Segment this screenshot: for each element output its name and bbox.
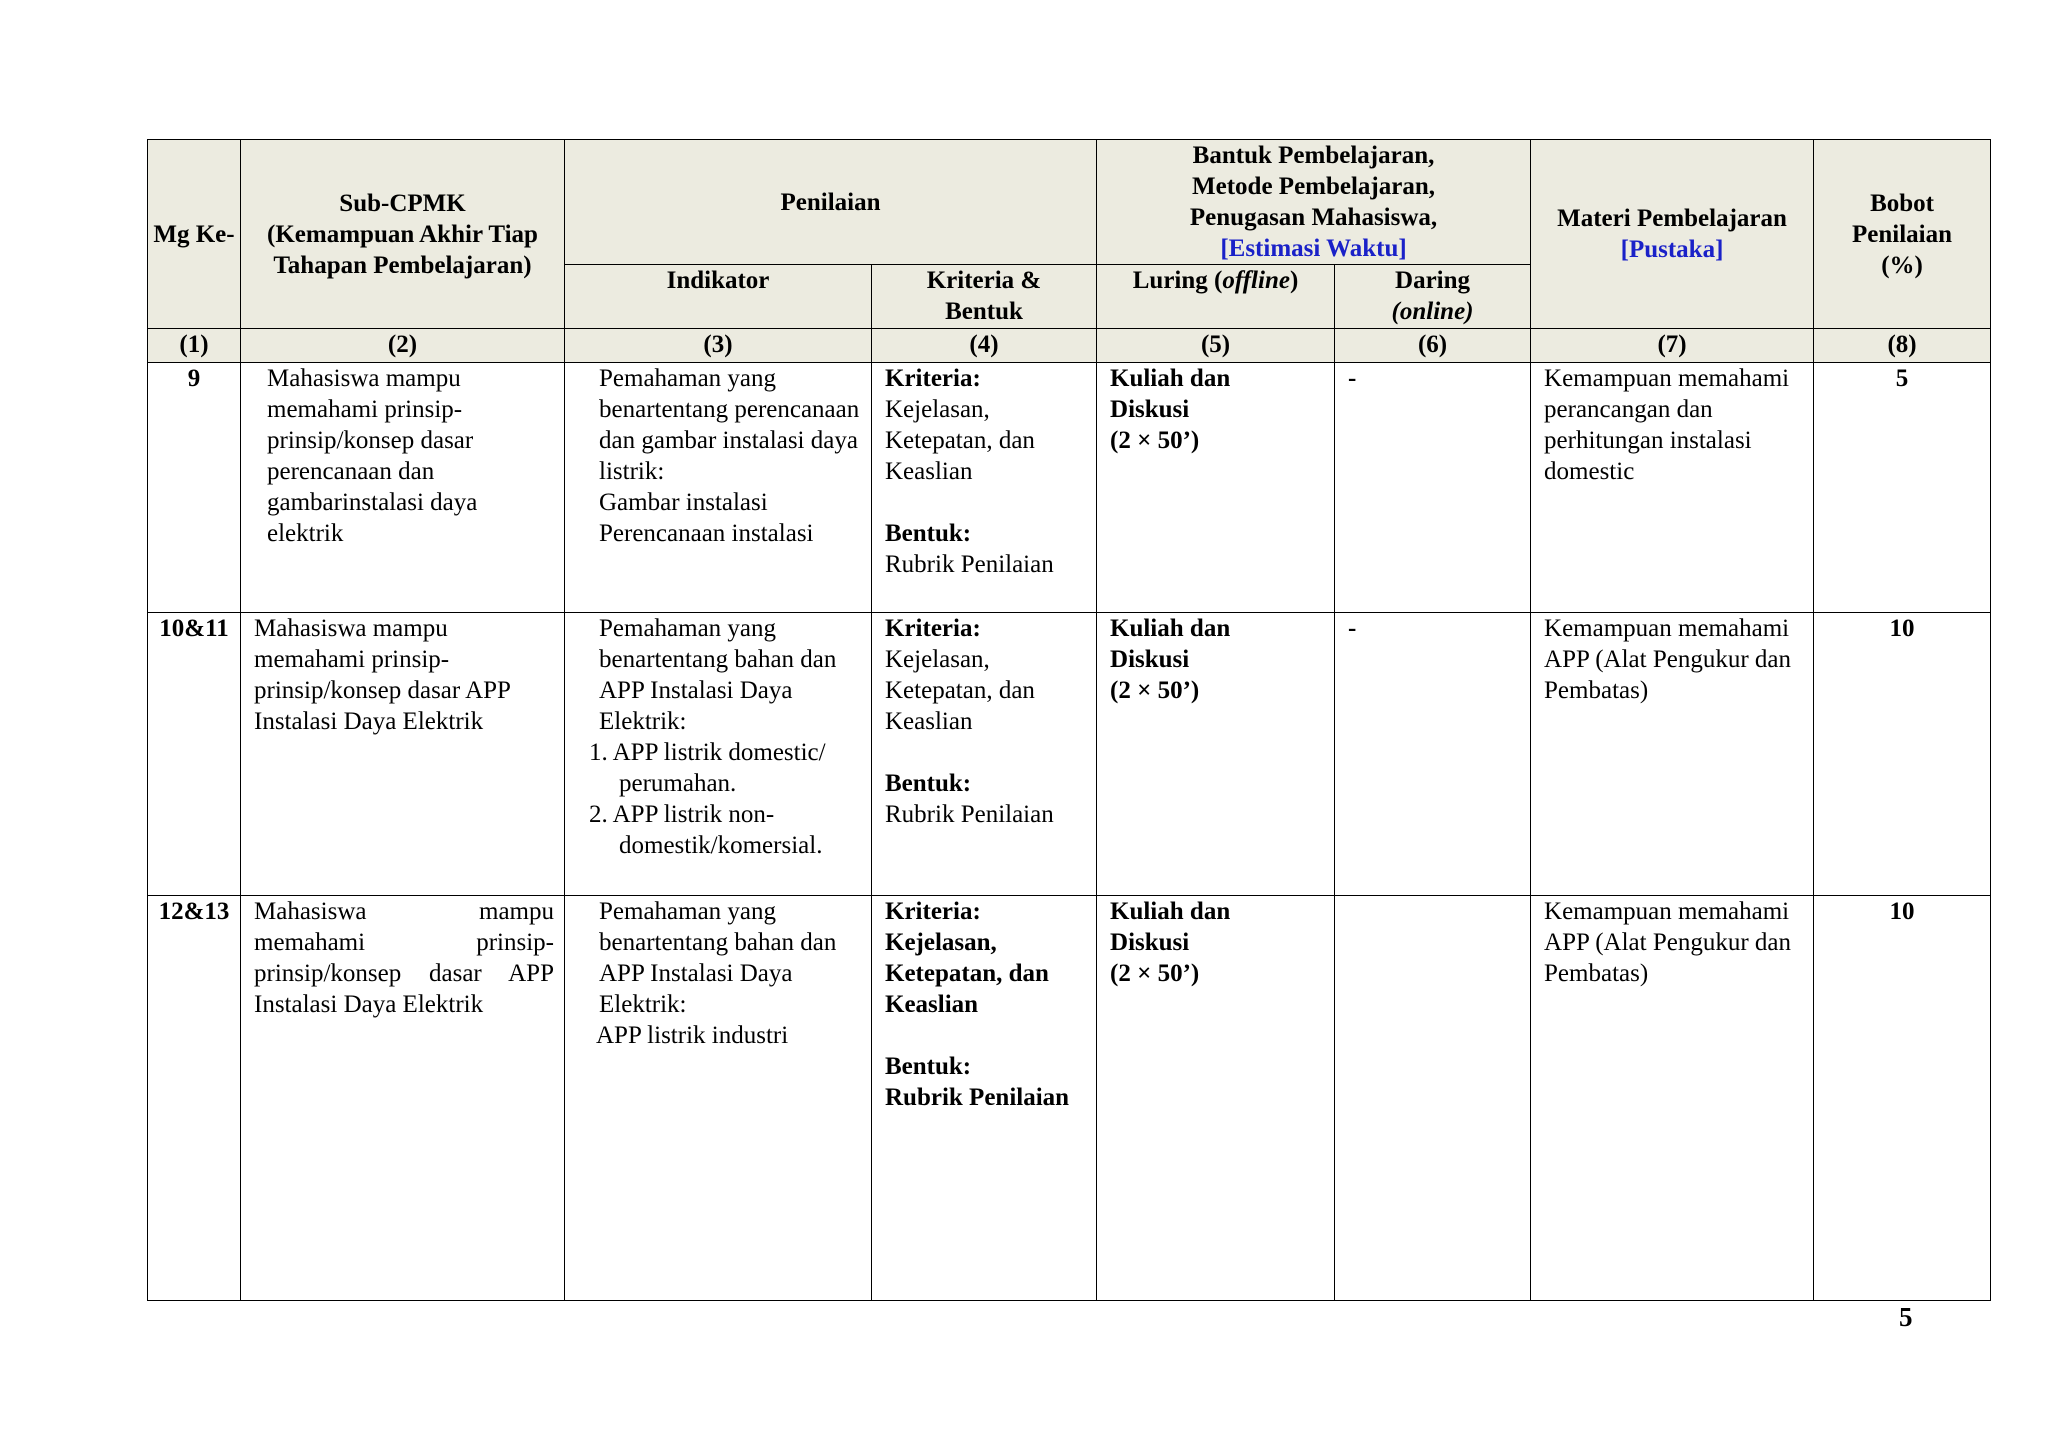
table-row [148,896,1991,1301]
page-number: 5 [1899,1302,1913,1332]
kriteria-label: Kriteria: [885,615,981,642]
bentuk-label: Bentuk: [885,1053,972,1080]
daring-cell [1335,896,1531,1301]
table-row [148,613,1991,896]
header-luring-italic: offline [1222,267,1290,294]
indikator-item: Perencanaan instalasi [599,520,814,547]
luring-cell [1097,896,1335,1301]
header-sub-cpmk [241,140,565,329]
header-daring-label: Daring [1395,267,1471,294]
materi-cell: Kemampuan memahami APP (Alat Pengukur dan Pembatas) [1531,896,1814,1301]
indikator-intro: Pemahaman yang benartentang bahan dan APP Instalasi Daya Elektrik: [599,615,837,735]
header-materi [1531,140,1814,329]
indikator-list-item: 1. APP listrik domestic/ perumahan. [589,739,826,797]
header-daring [1335,265,1531,329]
materi-cell: Kemampuan memahami APP (Alat Pengukur dan Pembatas) [1531,613,1814,896]
header-sub-cpmk-subtitle: (Kemampuan Akhir Tiap Tahapan Pembelajaran) [267,220,538,279]
daring-cell: - [1335,363,1531,613]
header-luring-close: ) [1289,267,1299,294]
header-bantuk [1097,140,1531,265]
luring-text: Kuliah dan Diskusi [1110,615,1231,673]
col-number: (4) [872,329,1097,363]
column-number-row [148,329,1991,363]
indikator-intro: Pemahaman yang benartentang bahan dan APP Instalasi Daya Elektrik: [599,898,837,1018]
luring-time: (2 × 50’) [1110,677,1200,704]
sub-cpmk-cell: Mahasiswa mampu memahami prinsip-prinsip/konsep dasar APP Instalasi Daya Elektrik [241,613,565,896]
header-kriteria-bentuk [872,265,1097,329]
col-number: (7) [1531,329,1814,363]
luring-cell [1097,363,1335,613]
header-bantuk-line1: Bantuk Pembelajaran, [1192,142,1435,169]
indikator-cell [565,363,872,613]
indikator-item: Gambar instalasi [599,489,768,516]
bentuk-text: Rubrik Penilaian [885,801,1054,828]
kriteria-cell [872,363,1097,613]
bentuk-label: Bentuk: [885,520,972,547]
indikator-cell [565,896,872,1301]
header-bantuk-line3: Penugasan Mahasiswa, [1189,204,1438,231]
luring-time: (2 × 50’) [1110,427,1200,454]
indikator-intro: Pemahaman yang benartentang perencanaan dan gambar instalasi daya listrik: [599,365,860,485]
week-cell: 12&13 [148,896,241,1301]
week-cell: 10&11 [148,613,241,896]
luring-text: Kuliah dan Diskusi [1110,898,1231,956]
header-kriteria-bentuk-text: Kriteria & Bentuk [926,267,1042,325]
header-daring-italic: (online) [1391,298,1474,325]
col-number: (3) [565,329,872,363]
header-bobot-text: Bobot Penilaian (%) [1852,189,1953,279]
col-number: (6) [1335,329,1531,363]
bobot-cell: 10 [1814,613,1991,896]
col-number: (5) [1097,329,1335,363]
header-materi-text: Materi Pembelajaran [1557,205,1787,232]
daring-cell: - [1335,613,1531,896]
header-penilaian-text: Penilaian [780,188,881,216]
header-mg-ke-text: Mg Ke- [153,220,235,248]
kriteria-text: Kejelasan, Ketepatan, dan Keaslian [885,929,1049,1018]
materi-cell: Kemampuan memahami perancangan dan perhitungan instalasi domestic [1531,363,1814,613]
week-cell: 9 [148,363,241,613]
header-estimasi: [Estimasi Waktu] [1220,235,1407,262]
header-indikator [565,265,872,329]
luring-text: Kuliah dan Diskusi [1110,365,1231,423]
bentuk-label: Bentuk: [885,770,972,797]
header-bobot [1814,140,1991,329]
header-pustaka: [Pustaka] [1620,236,1724,263]
sub-cpmk-cell: Mahasiswa mampu memahami prinsip-prinsip/konsep dasar perencanaan dan gambarinstalasi daya elektrik [241,363,565,613]
luring-time: (2 × 50’) [1110,960,1200,987]
table-row [148,363,1991,613]
header-bantuk-line2: Metode Pembelajaran, [1192,173,1436,200]
col-number: (1) [148,329,241,363]
kriteria-label: Kriteria: [885,365,981,392]
bentuk-text: Rubrik Penilaian [885,1084,1070,1111]
kriteria-label: Kriteria: [885,898,981,925]
bentuk-text: Rubrik Penilaian [885,551,1054,578]
header-indikator-text: Indikator [666,267,770,294]
indikator-list-item: 2. APP listrik non-domestik/komersial. [589,801,823,859]
indikator-cell [565,613,872,896]
header-luring-label: Luring ( [1132,267,1223,294]
col-number: (2) [241,329,565,363]
sub-cpmk-cell: Mahasiswa mampu memahami prinsip-prinsip/konsep dasar APP Instalasi Daya Elektrik [241,896,565,1301]
kriteria-text: Kejelasan, Ketepatan, dan Keaslian [885,646,1035,735]
header-sub-cpmk-title: Sub-CPMK [339,189,466,217]
bobot-cell: 10 [1814,896,1991,1301]
rps-table [147,139,1991,1301]
kriteria-text: Kejelasan, Ketepatan, dan Keaslian [885,396,1035,485]
luring-cell [1097,613,1335,896]
header-luring [1097,265,1335,329]
bobot-cell: 5 [1814,363,1991,613]
indikator-item: APP listrik industri [596,1022,789,1049]
header-mg-ke [148,140,241,329]
kriteria-cell [872,896,1097,1301]
kriteria-cell [872,613,1097,896]
col-number: (8) [1814,329,1991,363]
header-penilaian [565,140,1097,265]
